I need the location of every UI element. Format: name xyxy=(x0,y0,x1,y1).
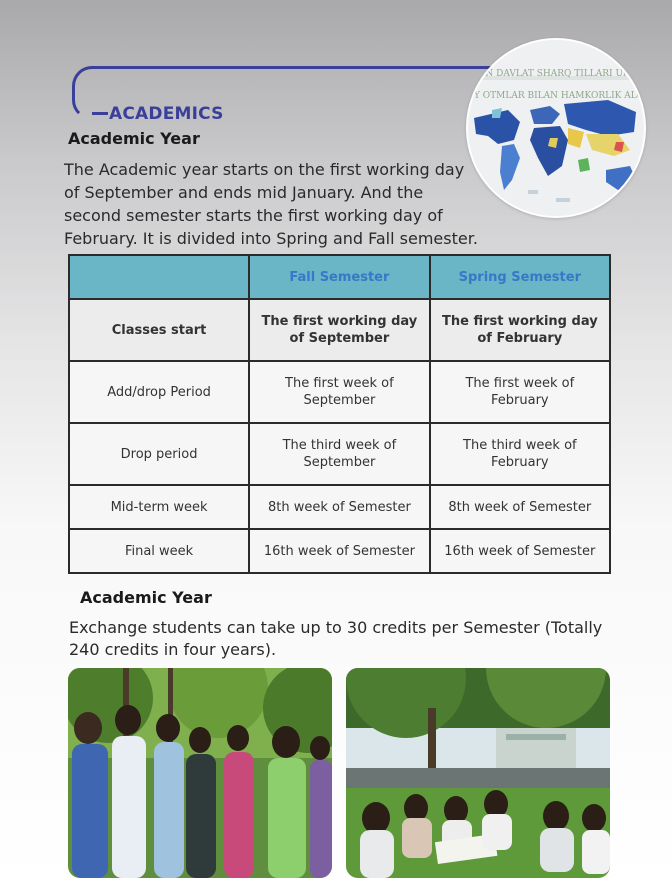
fall-cell: 16th week of Semester xyxy=(249,529,430,573)
table-header-row xyxy=(69,255,610,299)
map-caption-line2: Y OTMLAR BILAN HAMKORLIK ALO xyxy=(474,91,644,101)
table-header-fall: Fall Semester xyxy=(249,255,430,299)
table-row xyxy=(69,485,610,529)
spring-cell: The third week of February xyxy=(430,423,610,485)
students-park-photo xyxy=(346,668,610,878)
credits-paragraph: Exchange students can take up to 30 credits per Semester (Totally 240 credits in four years). xyxy=(69,618,603,659)
fall-cell: The third week of September xyxy=(249,423,430,485)
row-label: Add/drop Period xyxy=(69,361,249,423)
section-bracket-tail xyxy=(92,112,108,115)
table-row xyxy=(69,361,610,423)
fall-cell: The first working day of September xyxy=(249,299,430,361)
heading-academic-year-2: Academic Year xyxy=(80,588,212,607)
world-map-photo xyxy=(466,38,646,218)
spring-cell: The first week of February xyxy=(430,361,610,423)
spring-cell: 16th week of Semester xyxy=(430,529,610,573)
table-row xyxy=(69,423,610,485)
row-label: Final week xyxy=(69,529,249,573)
fall-cell: The first week of September xyxy=(249,361,430,423)
table-row xyxy=(69,299,610,361)
map-caption-line1: ON DAVLAT SHARQ TILLARI UNI xyxy=(478,69,635,79)
spring-cell: The first working day of February xyxy=(430,299,610,361)
table-header-cell xyxy=(69,255,249,299)
row-label: Drop period xyxy=(69,423,249,485)
row-label: Classes start xyxy=(69,299,249,361)
intro-paragraph: The Academic year starts on the first working day of September and ends mid January. And the second semester starts the first working day of February. It is divided into Spring and Fall semester. xyxy=(64,160,478,248)
fall-cell: 8th week of Semester xyxy=(249,485,430,529)
table-header-spring: Spring Semester xyxy=(430,255,610,299)
row-label: Mid-term week xyxy=(69,485,249,529)
spring-cell: 8th week of Semester xyxy=(430,485,610,529)
table-row xyxy=(69,529,610,573)
heading-academic-year: Academic Year xyxy=(68,129,200,148)
students-outdoor-photo xyxy=(68,668,332,878)
section-label: ACADEMICS xyxy=(109,104,224,124)
semester-schedule-table xyxy=(68,254,611,574)
